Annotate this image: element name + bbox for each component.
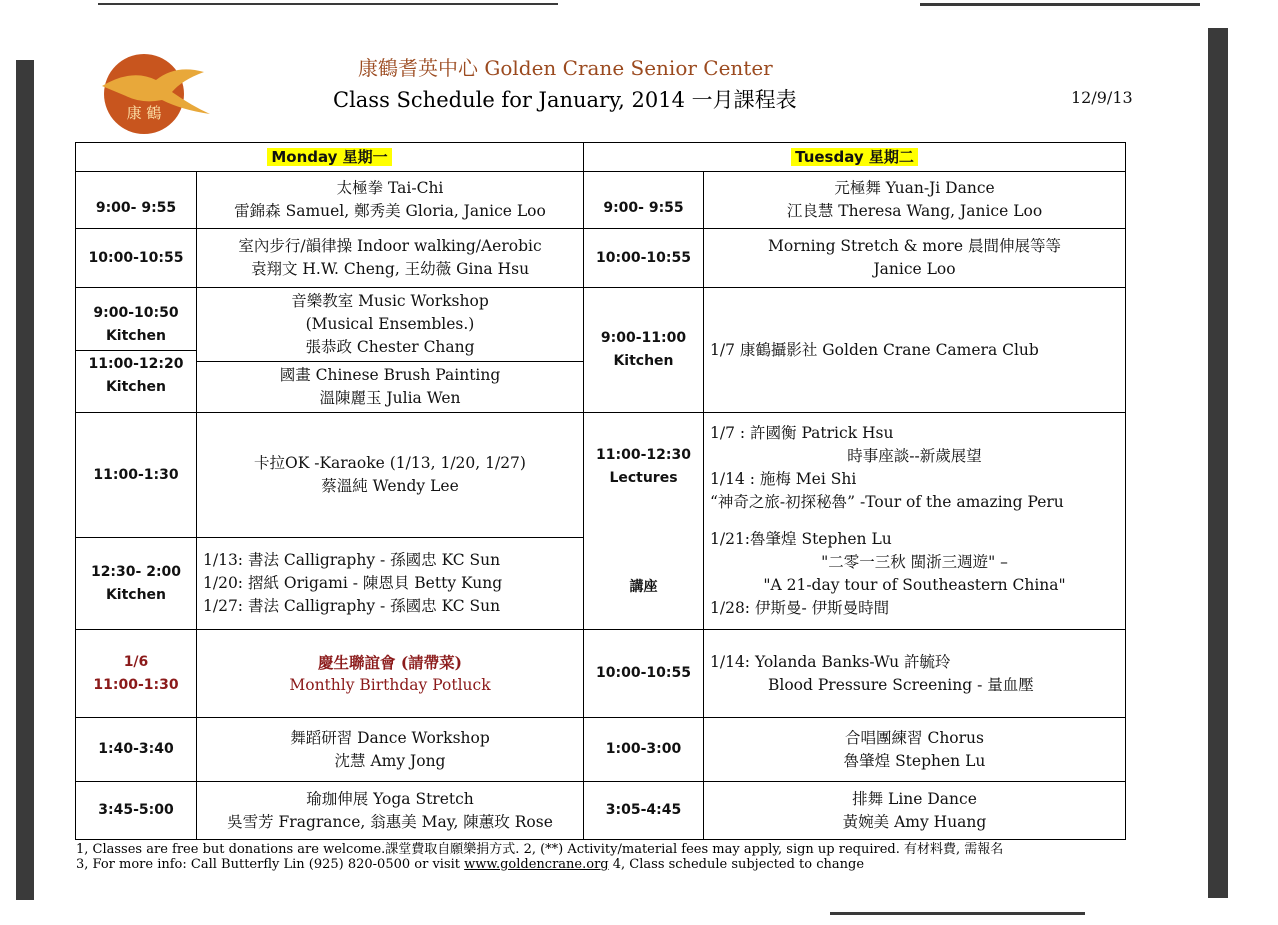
spacer (590, 490, 697, 576)
time-cell: 3:05-4:45 (584, 782, 704, 840)
schedule-row (76, 229, 1126, 288)
class-name: 舞蹈研習 Dance Workshop (290, 728, 490, 747)
time-cell (584, 288, 704, 413)
bottom-edge-line (830, 912, 1085, 915)
time-cell: 1:00-3:00 (584, 718, 704, 782)
footer-note-1: 1, Classes are free but donations are welcome.課堂費取自願樂捐方式. 2, (**) Activity/material fees may apply, sign up required. 有材料費, 需報名 (76, 842, 1004, 857)
class-cell (704, 718, 1126, 782)
lecture-topic: “神奇之旅-初探秘魯” -Tour of the amazing Peru (710, 493, 1064, 511)
schedule-title: Class Schedule for January, 2014 一月課程表 (333, 88, 797, 112)
website-link[interactable]: www.goldencrane.org (464, 857, 609, 872)
schedule-row (76, 413, 1126, 538)
tuesday-header (584, 143, 1126, 172)
instructors: 張恭政 Chester Chang (305, 338, 475, 356)
divider (197, 361, 583, 362)
lecture-topic: "二零一三秋 閩浙三週遊" – (821, 553, 1008, 571)
lecture-topic-en: "A 21-day tour of Southeastern China" (763, 576, 1066, 594)
schedule-row (76, 630, 1126, 718)
place-a: Kitchen (105, 327, 167, 344)
left-edge-shadow (16, 60, 34, 900)
class-name: 音樂教室 Music Workshop (291, 292, 489, 310)
place: Lectures (609, 469, 678, 486)
instructors: 溫陳麗玉 Julia Wen (319, 389, 461, 407)
time-cell-split (76, 288, 197, 413)
schedule-row (76, 172, 1126, 229)
event-name: Blood Pressure Screening - 量血壓 (768, 675, 1034, 694)
class-name: 太極拳 Tai-Chi (336, 179, 444, 197)
time-cell (76, 630, 197, 718)
place-cn: 講座 (629, 578, 658, 595)
place-b: Kitchen (105, 378, 167, 395)
divider (76, 350, 196, 351)
class-session: 1/20: 摺紙 Origami - 陳恩貝 Betty Kung (203, 574, 503, 592)
class-name: 國畫 Chinese Brush Painting (279, 366, 501, 384)
place: Kitchen (105, 586, 167, 603)
time: 12:30- 2:00 (90, 563, 182, 580)
class-cell (197, 718, 584, 782)
center-title: 康鶴耆英中心 Golden Crane Senior Center (358, 56, 773, 80)
time: 11:00-1:30 (93, 676, 179, 693)
class-detail: (Musical Ensembles.) (305, 315, 475, 333)
instructors: 雷錦森 Samuel, 鄭秀美 Gloria, Janice Loo (234, 202, 546, 220)
instructors: 江良慧 Theresa Wang, Janice Loo (786, 202, 1043, 220)
class-name: Morning Stretch & more 晨間伸展等等 (768, 237, 1061, 255)
right-edge-shadow (1208, 28, 1228, 898)
time-a: 9:00-10:50 (93, 304, 179, 321)
class-cell (704, 172, 1126, 229)
instructors: 吳雪芳 Fragrance, 翁惠美 May, 陳蕙玫 Rose (227, 812, 553, 831)
tuesday-label: Tuesday 星期二 (791, 148, 918, 166)
time-cell: 10:00-10:55 (584, 229, 704, 288)
logo-text: 康 鶴 (126, 104, 162, 122)
lecture-speaker: 1/7 : 許國衡 Patrick Hsu (710, 424, 894, 442)
footer-contact: 3, For more info: Call Butterfly Lin (925) 820-0500 or visit (76, 857, 465, 872)
class-cell (704, 782, 1126, 840)
monday-header (76, 143, 584, 172)
instructors: 黃婉美 Amy Huang (842, 812, 987, 831)
time: 9:00-11:00 (600, 330, 687, 346)
instructors: 蔡溫純 Wendy Lee (321, 477, 459, 495)
class-name: 瑜珈伸展 Yoga Stretch (306, 789, 474, 808)
footer-note-2 (76, 857, 864, 872)
time-cell: 11:00-1:30 (76, 413, 197, 538)
class-cell (197, 630, 584, 718)
instructors: 魯肇煌 Stephen Lu (843, 751, 986, 770)
lecture-speaker: 1/28: 伊斯曼- 伊斯曼時間 (710, 599, 890, 617)
time-cell: 9:00- 9:55 (76, 172, 197, 229)
class-cell (197, 172, 584, 229)
time: 11:00-12:30 (596, 446, 691, 463)
class-name: 元極舞 Yuan-Ji Dance (834, 179, 995, 197)
schedule-row (76, 718, 1126, 782)
class-session: 1/13: 書法 Calligraphy - 孫國忠 KC Sun (203, 551, 501, 569)
footer-change-note: 4, Class schedule subjected to change (608, 857, 865, 872)
class-cell (704, 229, 1126, 288)
place: Kitchen (613, 353, 674, 369)
schedule-row (76, 288, 1126, 413)
time-b: 11:00-12:20 (88, 355, 184, 372)
class-name: 合唱團練習 Chorus (845, 728, 984, 747)
time-cell (76, 538, 197, 630)
time-cell-lectures (584, 413, 704, 630)
top-edge-line (98, 3, 558, 5)
class-name: 卡拉OK -Karaoke (1/13, 1/20, 1/27) (254, 454, 526, 472)
class-name: 室內步行/韻律操 Indoor walking/Aerobic (238, 237, 542, 255)
golden-crane-logo (92, 40, 212, 140)
top-edge-line-right (920, 3, 1200, 6)
lecture-topic: 時事座談--新歲展望 (847, 447, 982, 465)
event-name-cn: 慶生聯誼會 (請帶菜) (317, 652, 463, 672)
schedule-row (76, 782, 1126, 840)
time-cell: 9:00- 9:55 (584, 172, 704, 229)
time-cell: 3:45-5:00 (76, 782, 197, 840)
event-name: Monthly Birthday Potluck (289, 675, 491, 694)
event-date: 1/6 (123, 653, 149, 670)
class-cell (197, 413, 584, 538)
lecture-cell (704, 413, 1126, 630)
revision-date: 12/9/13 (1071, 88, 1133, 107)
instructors: 袁翔文 H.W. Cheng, 王幼薇 Gina Hsu (250, 260, 530, 278)
class-session: 1/27: 書法 Calligraphy - 孫國忠 KC Sun (203, 597, 501, 615)
time-cell: 10:00-10:55 (76, 229, 197, 288)
instructors: Janice Loo (873, 260, 956, 278)
class-cell: 1/7 康鶴攝影社 Golden Crane Camera Club (704, 288, 1126, 413)
time-cell: 1:40-3:40 (76, 718, 197, 782)
lecture-speaker: 1/21:魯肇煌 Stephen Lu (710, 530, 892, 548)
instructors: 沈慧 Amy Jong (334, 751, 446, 770)
class-cell (197, 782, 584, 840)
monday-label: Monday 星期一 (267, 148, 391, 166)
class-cell (197, 288, 584, 413)
class-cell (704, 630, 1126, 718)
class-cell (197, 229, 584, 288)
class-name: 排舞 Line Dance (852, 789, 977, 808)
time-cell: 10:00-10:55 (584, 630, 704, 718)
lecture-speaker: 1/14 : 施梅 Mei Shi (710, 470, 857, 488)
spacer (710, 514, 1119, 528)
class-schedule-table (75, 142, 1126, 840)
event-speaker: 1/14: Yolanda Banks-Wu 許毓玲 (710, 652, 951, 671)
day-header-row (76, 143, 1126, 172)
class-cell (197, 538, 584, 630)
